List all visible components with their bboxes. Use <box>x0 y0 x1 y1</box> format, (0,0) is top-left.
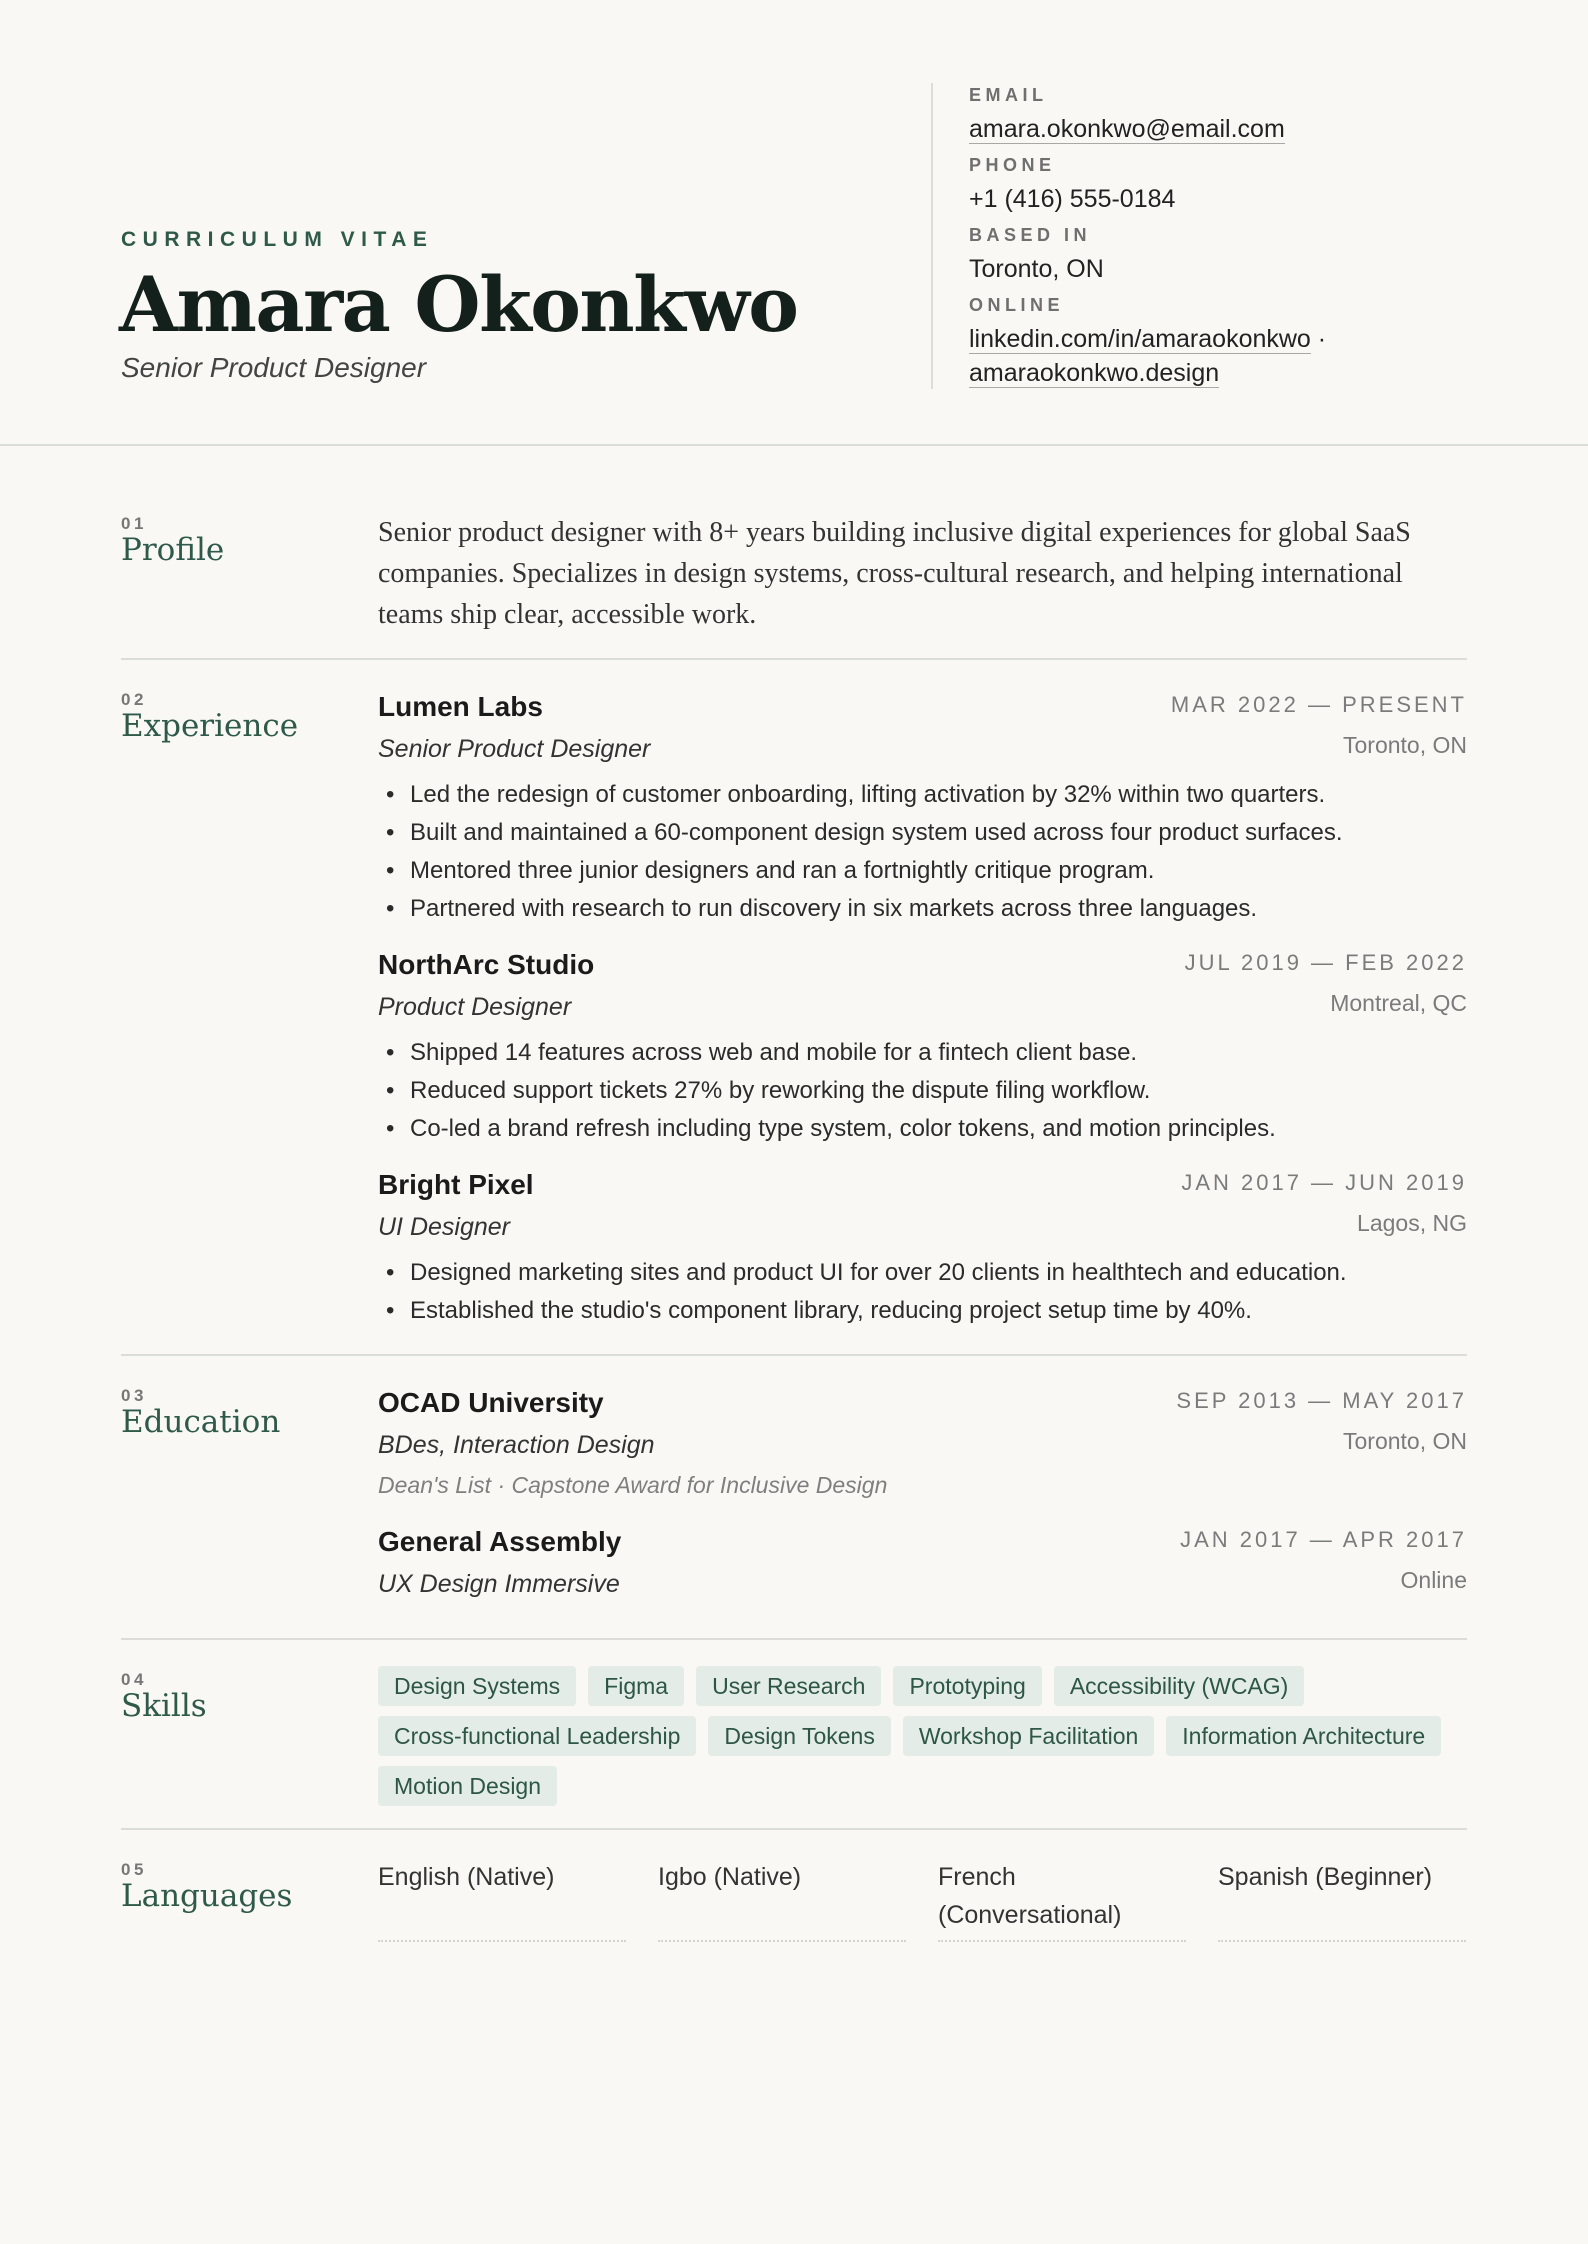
contact-location <box>969 224 1529 286</box>
achievement-item: • Built and maintained a 60-component design system used across four product surfaces. <box>378 814 1467 852</box>
entry-dates: JAN 2017 — APR 2017 <box>1180 1527 1467 1552</box>
entry-dates: MAR 2022 — PRESENT <box>1170 692 1467 717</box>
section-number: 05 <box>121 1860 147 1879</box>
contact-label: ONLINE <box>969 295 1065 315</box>
employer-name: Lumen Labs <box>378 691 543 722</box>
entry-location: Montreal, QC <box>1330 990 1467 1016</box>
education-entry <box>378 1386 1467 1499</box>
job-title: Senior Product Designer <box>378 735 651 763</box>
entry-location: Lagos, NG <box>1357 1210 1467 1236</box>
degree-title: BDes, Interaction Design <box>378 1431 655 1459</box>
entry-location: Toronto, ON <box>1343 732 1467 758</box>
language-item: English (Native) <box>378 1858 626 1942</box>
resume-header <box>0 0 1588 446</box>
skill-chip: Design Tokens <box>708 1716 890 1756</box>
program-title: UX Design Immersive <box>378 1570 620 1598</box>
contact-label: EMAIL <box>969 85 1048 105</box>
achievement-list <box>378 776 1467 928</box>
section-number: 02 <box>121 690 147 709</box>
achievement-list <box>378 1034 1467 1148</box>
achievement-item: • Shipped 14 features across web and mobile for a fintech client base. <box>378 1034 1467 1072</box>
entry-dates: SEP 2013 — MAY 2017 <box>1176 1388 1467 1413</box>
section-title: Languages <box>121 1878 293 1914</box>
achievement-item: • Co-led a brand refresh including type system, color tokens, and motion principles. <box>378 1110 1467 1148</box>
skill-chip: Information Architecture <box>1166 1716 1441 1756</box>
achievement-item: • Reduced support tickets 27% by reworking the dispute filing workflow. <box>378 1072 1467 1110</box>
skill-chip: Motion Design <box>378 1766 557 1806</box>
job-title: UI Designer <box>378 1213 510 1241</box>
achievement-item: • Established the studio's component library, reducing project setup time by 40%. <box>378 1292 1467 1330</box>
achievement-item: • Designed marketing sites and product UI for over 20 clients in healthtech and education. <box>378 1254 1467 1292</box>
experience-entry <box>378 1168 1467 1330</box>
skill-chip: Accessibility (WCAG) <box>1054 1666 1305 1706</box>
job-title: Product Designer <box>378 993 572 1021</box>
section-number: 04 <box>121 1670 147 1689</box>
contact-label: BASED IN <box>969 225 1092 245</box>
section-languages <box>121 1828 1467 1970</box>
location-value: Toronto, ON <box>969 255 1104 283</box>
entry-dates: JAN 2017 — JUN 2019 <box>1181 1170 1467 1195</box>
candidate-name: Amara Okonkwo <box>119 260 798 349</box>
entry-dates: JUL 2019 — FEB 2022 <box>1184 950 1467 975</box>
linkedin-link[interactable]: linkedin.com/in/amaraokonkwo <box>969 325 1311 353</box>
skills-list <box>378 1666 1478 1816</box>
section-experience <box>121 658 1467 1356</box>
language-item: French (Conversational) <box>938 1858 1186 1942</box>
document-eyebrow: CURRICULUM VITAE <box>121 228 434 251</box>
entry-location: Toronto, ON <box>1343 1428 1467 1454</box>
contact-label: PHONE <box>969 155 1056 175</box>
contact-email <box>969 84 1529 146</box>
skill-chip: Prototyping <box>893 1666 1041 1706</box>
language-item: Igbo (Native) <box>658 1858 906 1942</box>
header-divider <box>931 83 933 389</box>
candidate-role: Senior Product Designer <box>121 352 427 383</box>
education-entry <box>378 1525 1467 1601</box>
skill-chip: Figma <box>588 1666 684 1706</box>
section-title: Profile <box>121 532 225 568</box>
skill-chip: Design Systems <box>378 1666 576 1706</box>
entry-location: Online <box>1400 1567 1467 1593</box>
achievement-list <box>378 1254 1467 1330</box>
achievement-item: • Led the redesign of customer onboarding, lifting activation by 32% within two quarters. <box>378 776 1467 814</box>
contact-online <box>969 294 1529 390</box>
contact-block <box>969 84 1529 390</box>
website-link[interactable]: amaraokonkwo.design <box>969 359 1220 387</box>
section-number: 03 <box>121 1386 147 1405</box>
section-profile <box>121 512 1467 658</box>
experience-entry <box>378 690 1467 928</box>
institution-name: OCAD University <box>378 1387 604 1418</box>
languages-list <box>378 1858 1467 1942</box>
section-title: Education <box>121 1404 281 1440</box>
section-education <box>121 1354 1467 1640</box>
institution-name: General Assembly <box>378 1526 622 1557</box>
section-title: Experience <box>121 708 299 744</box>
link-separator: · <box>1317 325 1327 353</box>
phone-value: +1 (416) 555-0184 <box>969 185 1176 213</box>
email-link[interactable]: amara.okonkwo@email.com <box>969 115 1285 143</box>
achievement-item: • Mentored three junior designers and ran a fortnightly critique program. <box>378 852 1467 890</box>
section-number: 01 <box>121 514 147 533</box>
section-title: Skills <box>121 1688 207 1724</box>
language-item: Spanish (Beginner) <box>1218 1858 1466 1942</box>
honors-note: Dean's List · Capstone Award for Inclusive Design <box>378 1472 888 1498</box>
skill-chip: User Research <box>696 1666 881 1706</box>
section-skills <box>121 1638 1467 1830</box>
skill-chip: Workshop Facilitation <box>903 1716 1154 1756</box>
profile-summary: Senior product designer with 8+ years building inclusive digital experiences for global SaaS companies. Specializes in design systems, cross-cultural research, and helping international teams ship clear, accessible work. <box>378 517 1411 630</box>
skill-chip: Cross-functional Leadership <box>378 1716 696 1756</box>
employer-name: NorthArc Studio <box>378 949 595 980</box>
achievement-item: • Partnered with research to run discovery in six markets across three languages. <box>378 890 1467 928</box>
contact-phone <box>969 154 1529 216</box>
employer-name: Bright Pixel <box>378 1169 534 1200</box>
experience-entry <box>378 948 1467 1148</box>
